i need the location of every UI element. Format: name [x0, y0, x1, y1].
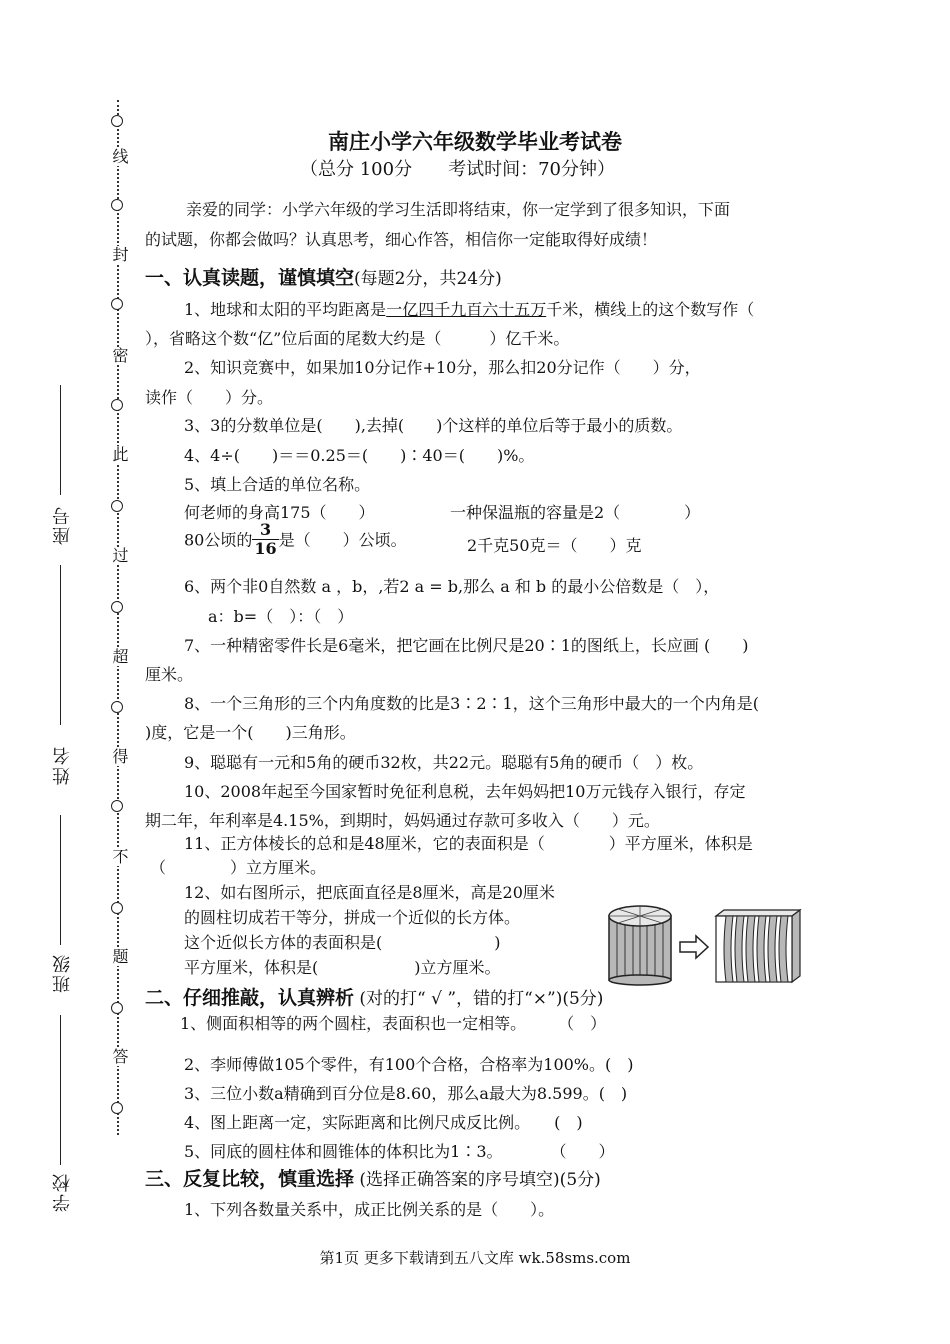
question-1-10: 10、2008年起至今国家暂时免征利息税，去年妈妈把10万元钱存入银行，存定: [184, 782, 746, 801]
binding-hole: [111, 500, 123, 512]
binding-char: 得: [110, 748, 129, 766]
binding-hole: [111, 298, 123, 310]
intro-line-1: 亲爱的同学：小学六年级的学习生活即将结束，你一定学到了很多知识，下面: [186, 200, 731, 219]
question-2-4: 4、图上距离一定，实际距离和比例尺成反比例。 ( ): [184, 1113, 583, 1132]
question-1-12: 12、如右图所示，把底面直径是8厘米，高是20厘米: [184, 883, 555, 902]
question-1-6-cont: a：b=（ ）：（ ）: [208, 607, 354, 626]
section-3-heading: [145, 1164, 601, 1191]
section-1-title: 一、认真读题，谨慎填空: [145, 267, 355, 289]
section-1-points: (每题2分，共24分): [354, 269, 502, 289]
section-1-heading: [145, 263, 502, 290]
field-line-class[interactable]: [60, 1015, 61, 1165]
binding-hole: [111, 902, 123, 914]
binding-char: 过: [110, 547, 129, 565]
binding-hole: [111, 601, 123, 613]
question-1-1-cont: ），省略这个数“亿”位后面的尾数大约是（ ）亿千米。: [145, 329, 570, 348]
question-2-5: 5、同底的圆柱体和圆锥体的体积比为1∶3。 （ ）: [184, 1142, 615, 1161]
class-label: 班级: [52, 953, 73, 993]
section-3-title: 三、反复比较，慎重选择: [145, 1168, 355, 1190]
question-1-7-cont: 厘米。: [145, 665, 194, 684]
question-1-5d: 2千克50克＝（ ）克: [467, 536, 642, 555]
question-1-11-cont: （ ）立方厘米。: [150, 858, 327, 877]
question-1-4: 4、4÷( )＝＝0.25＝( )∶40＝( )%。: [184, 446, 535, 465]
question-1-12-c: 这个近似长方体的表面积是( ): [184, 933, 501, 952]
field-line-seat-2[interactable]: [60, 565, 61, 725]
question-1-6: 6、两个非0自然数 a ，b，,若2 a = b,那么 a 和 b 的最小公倍数是（ ），: [184, 577, 720, 596]
section-3-points: (选择正确答案的序号填空)(5分): [354, 1170, 601, 1190]
school-label: 学校: [52, 1172, 73, 1212]
q1-prefix: 1、地球和太阳的平均距离是: [184, 300, 387, 319]
q1-underlined-number: 一亿四千九百六十五万: [386, 300, 547, 319]
question-1-12-b: 的圆柱切成若干等分，拼成一个近似的长方体。: [184, 908, 521, 927]
question-3-1: 1、下列各数量关系中，成正比例关系的是（ ）。: [184, 1200, 555, 1219]
page-footer: 第1页 更多下载请到五八文库 wk.58sms.com: [319, 1249, 631, 1267]
binding-hole: [111, 800, 123, 812]
binding-hole: [111, 199, 123, 211]
seat-number-label: 座号: [52, 505, 73, 545]
question-2-1: 1、侧面积相等的两个圆柱，表面积也一定相等。 （ ）: [180, 1014, 607, 1033]
binding-char: 不: [110, 848, 129, 866]
question-1-5c: [184, 521, 407, 557]
question-1-5a: 何老师的身高175（ ）: [184, 503, 375, 522]
field-line-name[interactable]: [60, 815, 61, 945]
fraction-denominator: 16: [254, 538, 277, 558]
binding-char: 此: [110, 446, 129, 464]
binding-char: 答: [110, 1048, 129, 1066]
section-2-points: (对的打“ √ ”，错的打“×”)(5分): [354, 989, 604, 1009]
cylinder-illustration: [609, 906, 671, 985]
question-1-7: 7、一种精密零件长是6毫米，把它画在比例尺是20∶1的图纸上，长应画 ( ): [184, 636, 749, 655]
page-subtitle: （总分 100分 考试时间：70分钟）: [300, 159, 615, 180]
section-2-heading: [145, 983, 603, 1010]
q5c-suffix: 是（ ）公顷。: [278, 530, 407, 550]
intro-line-2: 的试题，你都会做吗？认真思考，细心作答，相信你一定能取得好成绩！: [145, 230, 658, 249]
question-1-2-cont: 读作（ ）分。: [145, 388, 274, 407]
binding-char: 线: [110, 148, 129, 166]
cylinder-to-cuboid-figure: [606, 902, 806, 986]
question-1-2: 2、知识竞赛中，如果加10分记作+10分，那么扣20分记作（ ）分，: [184, 358, 701, 377]
question-1-8-cont: )度，它是一个( )三角形。: [145, 723, 356, 742]
binding-hole: [111, 399, 123, 411]
page-title: 南庄小学六年级数学毕业考试卷: [328, 130, 622, 154]
question-1-12-d: 平方厘米，体积是( )立方厘米。: [184, 958, 501, 977]
question-1-5: 5、填上合适的单位名称。: [184, 475, 371, 494]
question-2-2: 2、李师傅做105个零件，有100个合格，合格率为100%。( ): [184, 1055, 634, 1074]
binding-char: 题: [110, 948, 129, 966]
fraction-3-16: [252, 521, 278, 557]
question-2-3: 3、三位小数a精确到百分位是8.60，那么a最大为8.599。( ): [184, 1084, 628, 1103]
question-1-10-cont: 期二年，年利率是4.15%，到期时，妈妈通过存款可多收入（ ）元。: [145, 811, 660, 830]
question-1-3: 3、3的分数单位是( ),去掉( )个这样的单位后等于最小的质数。: [184, 416, 683, 435]
binding-char: 超: [110, 648, 129, 666]
fraction-numerator: 3: [252, 521, 278, 540]
question-1-5b: 一种保温瓶的容量是2（ ）: [450, 503, 701, 522]
question-1-9: 9、聪聪有一元和5角的硬币32枚，共22元。聪聪有5角的硬币（ ）枚。: [184, 753, 704, 772]
binding-hole: [111, 701, 123, 713]
binding-char: 密: [110, 347, 129, 365]
q5c-prefix: 80公顷的: [184, 530, 253, 550]
question-1-8: 8、一个三角形的三个内角度数的比是3∶2∶1，这个三角形中最大的一个内角是(: [184, 694, 759, 713]
cuboid-illustration: [716, 910, 800, 982]
field-line-seat[interactable]: [60, 385, 61, 495]
question-1-1: [184, 297, 754, 320]
name-label: 姓名: [52, 745, 73, 785]
binding-hole: [111, 1002, 123, 1014]
binding-char: 封: [110, 246, 129, 264]
arrow-icon: [680, 936, 708, 958]
question-1-11: 11、正方体棱长的总和是48厘米，它的表面积是（ ）平方厘米，体积是: [184, 834, 753, 853]
section-2-title: 二、仔细推敲，认真辨析: [145, 987, 355, 1009]
binding-hole: [111, 1102, 123, 1114]
q1-suffix: 千米，横线上的这个数写作（: [546, 300, 755, 319]
